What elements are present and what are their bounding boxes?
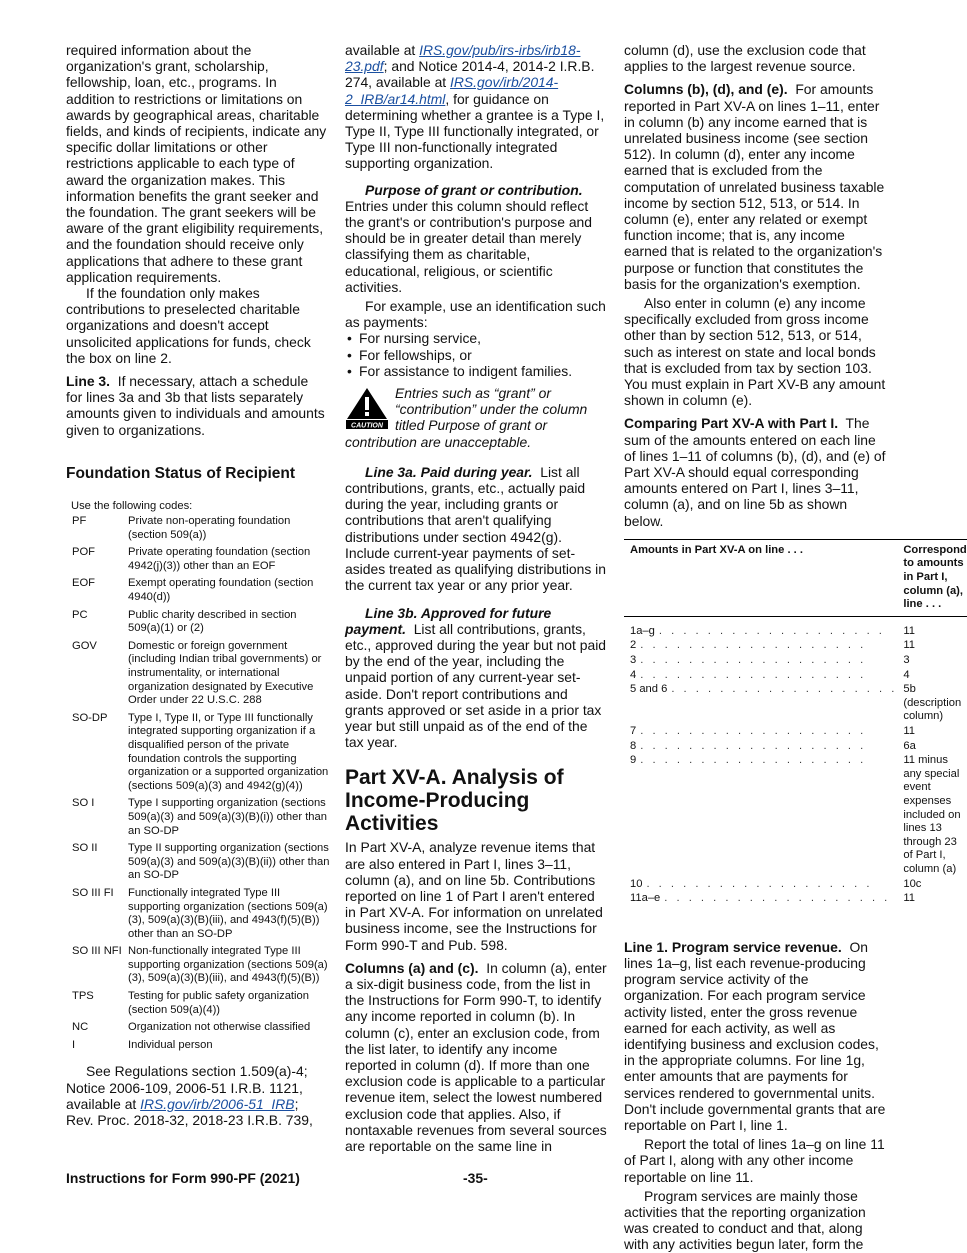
xv-a-line: 5 and 6 [630,683,668,696]
xv-a-line-cell [624,725,897,740]
table-row [69,546,331,577]
line-3b-heading: Line 3b. Approved for future payment. [345,604,552,637]
report-total-paragraph: Report the total of lines 1a–g on line 11 of Part I, along with any other income reportable on line 11. [624,1136,885,1185]
part-i-line: 10c [903,877,922,890]
line-3b-body: List all contributions, grants, etc., approved during the year but not paid by the end of the year, including the unpaid portion of any current-year set-aside. Don't report contributions and grants approved or set aside in a prior tax year but still unpaid as of the end of the tax year. [345,620,607,751]
status-description: Type II supporting organization (sections 509(a)(3) and 509(a)(3)(B)(ii)) other than an SO-DP [128,842,330,882]
comparing-paragraph [624,415,886,528]
part-i-line: 11 minus any special event expenses included on lines 13 through 23 of Part I, column (a) [903,754,961,875]
codes-intro: Use the following codes: [71,500,193,513]
table-row [624,654,967,669]
status-code: SO I [72,797,95,810]
status-description: Type I supporting organization (sections 509(a)(3) and 509(a)(3)(B)(i)) other than an SO-DP [128,797,327,837]
status-code: SO III FI [72,886,114,899]
list-item: • For nursing service, [345,330,607,346]
xv-a-line: 1a–g [630,624,655,637]
xv-a-line-cell [624,740,897,755]
line-1-paragraph [624,939,886,1133]
exclusion-code-paragraph: column (d), use the exclusion code that applies to the largest revenue source. [624,42,866,75]
status-code: I [72,1038,76,1051]
table-row [69,1021,331,1039]
status-code: SO II [72,842,98,855]
leader-dots: . . . . . . . . . . . . . . . . . . . [664,892,891,905]
table-row [624,625,967,640]
columns-bde-heading: Columns (b), (d), and (e). [624,81,788,98]
see-regs-tail: ; Rev. Proc. 2018-32, 2018-23 I.R.B. 739, [66,1095,313,1129]
column-2 [345,42,607,1154]
line-3-paragraph [66,373,328,438]
table-row [69,609,331,640]
purpose-heading: Purpose of grant or contribution. [365,181,583,198]
table-row [69,515,331,546]
table-row [624,683,967,725]
status-description: Domestic or foreign government (including Indian tribal governments) or instrumentality, or international organization designated by Executive Order under 22 U.S.C. 288 [128,639,322,707]
leader-dots: . . . . . . . . . . . . . . . . . . . [640,754,867,767]
xv-a-line-cell [624,639,897,654]
purpose-paragraph [345,182,607,295]
status-description: Exempt operating foundation (section 4940(d)) [128,577,314,604]
line-1-body: On lines 1a–g, list each revenue-producing program service activity of the organization. For each program service activity listed, enter the gross revenue earned for each activity, as well as identifying business and exclusion codes, in the appropriate columns. For line 1g, enter amounts that are payments for services rendered to governmental units. Don't include governmental grants that are reportable on Part I, line 1. [624,938,886,1133]
leader-dots: . . . . . . . . . . . . . . . . . . . [640,668,867,681]
columns-bde-body: For amounts reported in Part XV-A on lines 1–11, enter in column (b) any income earned that is unrelated business income (see section 512). In column (d), enter any income earned that is excluded from the computation of unrelated business taxable income by section 512, 513, or 514. In column (e), enter any related or exempt function income; that is, any income earned that is related to the organization's purpose or function that constitutes the basis for the organization's exemption. [624,81,885,292]
see-regulations-paragraph [66,1063,328,1128]
table-row [69,990,331,1021]
part-i-line: 3 [903,654,910,667]
part-xv-a-heading: Part XV-A. Analysis of Income-Producing Activities [345,766,564,836]
columns-a-c-body: In column (a), enter a six-digit business code, from the list in the Instructions for Form 990-T, to identify any income reported in column (b). In column (c), enter an exclusion code, from the list later, to identify any income reported in column (d). If more than one exclusion code is applicable to a particular revenue item, select the lowest numbered exclusion code that applies. Also, if nontaxable revenues from several sources are reportable on the same line in [345,959,607,1154]
xv-a-line-cell [624,654,897,669]
corr-header-amounts: Amounts in Part XV-A on line . . . [624,539,897,616]
line-3a-body: List all contributions, grants, etc., actually paid during the year, including grants or contributions that aren't qualifying distributions under section 4942(g). Include current-year payments of set-asides treated as qualifying distributions in the current tax year or any prior year. [345,463,606,594]
xv-a-line: 8 [630,739,637,752]
table-row [69,640,331,712]
also-enter-paragraph: Also enter in column (e) any income specifically excluded from gross income other than by section 512, 513, or 514, such as interest on state and local bonds that is excluded from tax by section 103. You must explain in Part XV-B any amount shown in column (e). [624,295,886,409]
status-description: Functionally integrated Type III supporting organization (sections 509(a)(3), 509(a)(3)(B)(iii), and 4943(f)(5)(B)) other than an SO-DP [128,886,328,940]
table-row [624,754,967,877]
irb-2014-2-link[interactable]: IRS.gov/irb/2014-2_IRB/ar14.html [345,74,559,107]
columns-bde-paragraph [624,81,886,292]
line-3a-paragraph [345,464,607,594]
status-codes-table [69,515,331,1056]
purpose-body: Entries under this column should reflect the grant's or contribution's purpose and should be in greater detail than merely classifying them as charitable, educational, religious, or scientific activities. [345,197,592,295]
program-services-paragraph: Program services are mainly those activities that the reporting organization was created to conduct and that, along with any activities begun later, form the [624,1187,866,1253]
table-row [624,892,967,907]
preselected-paragraph: If the foundation only makes contributions to preselected charitable organizations and doesn't accept unsolicited applications for funds, check the box on line 2. [66,285,311,366]
payment-bullets [345,330,607,379]
status-description: Type I, Type II, or Type III functionally integrated supporting organization if a disqualified person of the private foundation controls the supporting organization or a supported organization (sections 509(a)(3) and 4942(g)(4)) [128,711,329,792]
leader-dots: . . . . . . . . . . . . . . . . . . . [640,725,867,738]
status-code: EOF [72,577,95,590]
part-i-line: 5b (description column) [903,683,962,723]
column-3 [624,42,967,1253]
comparing-heading: Comparing Part XV-A with Part I. [624,415,839,432]
part-i-line: 11 [903,892,915,905]
xv-a-line: 2 [630,639,637,652]
xv-a-line: 9 [630,754,637,767]
status-description: Private non-operating foundation (section 509(a)) [128,515,291,541]
irb-2006-51-link[interactable]: IRS.gov/irb/2006-51_IRB [140,1095,295,1112]
xv-a-line: 10 [630,877,643,890]
status-code: POF [72,546,95,559]
part-i-line: 11 [903,624,915,637]
column-1 [66,42,328,1128]
grant-info-paragraph: required information about the organization's grant, scholarship, fellowship, loan, etc., programs. In addition to restrictions or limitations on awards by geographical areas, charitable fields, and kinds of recipients, indicate any specific dollar limitations or other restrictions applicable to each type of award the organization makes. This information benefits the grant seeker and the foundation. The grant seekers will be aware of the grant eligibility requirements, and the foundation should receive only applications that adhere to these grant application requirements. [66,42,327,285]
part-xv-a-intro: In Part XV-A, analyze revenue items that are also entered in Part I, lines 3–11, column (a), and on line 5b. Contributions reported on line 1 of Part I aren't entered in Part XV-A. For information on unrelated business income, see the Instructions for Form 990-T and Pub. 598. [345,839,603,953]
table-row [624,878,967,893]
table-row [69,887,331,945]
part-i-line: 11 [903,639,915,652]
status-code: PF [72,515,87,528]
part-i-line: 11 [903,725,915,738]
table-row [69,797,331,842]
columns-a-c-paragraph [345,960,607,1154]
line-3-body: If necessary, attach a schedule for lines 3a and 3b that lists separately amounts given to individuals and amounts given to organizations. [66,373,325,438]
table-row [69,577,331,608]
caution-note [345,385,607,450]
table-row [624,669,967,684]
status-code: SO-DP [72,711,108,724]
status-description: Private operating foundation (section 4942(j)(3)) other than an EOF [128,546,311,572]
xv-a-line: 11a–e [630,892,661,905]
guidance-post: , for guidance on determining whether a grantee is a Type I, Type II, Type III functionally integrated, or Type III non-functionally integrated supporting organization. [345,90,605,172]
list-item: • For fellowships, or [345,347,607,363]
guidance-pre: available at [345,42,416,58]
xv-a-line-cell [624,683,897,725]
leader-dots: . . . . . . . . . . . . . . . . . . . [646,877,873,890]
status-code: PC [72,608,88,621]
table-row [69,712,331,798]
caution-label: CAUTION [351,422,383,430]
xv-a-line-cell [624,892,897,907]
status-code: NC [72,1021,89,1034]
leader-dots: . . . . . . . . . . . . . . . . . . . [658,624,885,637]
status-code: GOV [72,639,97,652]
columns-a-c-heading: Columns (a) and (c). [345,959,479,976]
xv-a-line-cell [624,754,897,877]
page-number: -35- [463,1170,488,1186]
list-item: • For assistance to indigent families. [345,363,607,379]
table-row [624,639,967,654]
caution-text: Entries such as “grant” or “contribution” under the column titled Purpose of grant or contribution are unacceptable. [345,385,588,450]
leader-dots: . . . . . . . . . . . . . . . . . . . [640,654,867,667]
table-row [69,842,331,887]
leader-dots: . . . . . . . . . . . . . . . . . . . [671,683,898,696]
footer-form-title: Instructions for Form 990-PF (2021) [66,1170,300,1186]
table-row [69,945,331,990]
status-description: Public charity described in section 509(a)(1) or (2) [128,608,297,635]
see-regs-text: See Regulations section 1.509(a)-4; Notice 2006-109, 2006-51 I.R.B. 1121, available at [66,1063,308,1112]
table-row [624,740,967,755]
status-description: Individual person [128,1038,213,1051]
xv-a-line-cell [624,625,897,640]
xv-a-line: 3 [630,654,637,667]
guidance-paragraph [345,42,607,172]
line-3a-heading: Line 3a. Paid during year. [365,463,533,480]
status-description: Testing for public safety organization (section 509(a)(4)) [128,990,309,1016]
table-row [69,1039,331,1057]
irb18-23-link[interactable]: IRS.gov/pub/irs-irbs/irb18-23.pdf [345,42,581,75]
caution-icon [345,387,389,429]
foundation-status-heading: Foundation Status of Recipient [66,464,296,482]
part-i-line: 6a [903,739,916,752]
table-row [624,725,967,740]
comparing-body: The sum of the amounts entered on each line of lines 1–11 of columns (b), (d), and (e) of Part XV-A should equal corresponding amounts entered on Part I, lines 3–11, column (a), and on line 5b as shown below. [624,415,886,529]
xv-a-line-cell [624,878,897,893]
xv-a-line: 4 [630,668,637,681]
example-paragraph: For example, use an identification such as payments: [345,298,606,331]
correspondence-table [624,539,967,907]
status-code: TPS [72,990,94,1003]
line-3b-paragraph [345,605,607,751]
xv-a-line: 7 [630,725,637,738]
corr-header-correspond: Correspond to amounts in Part I, column (a), line . . . [897,539,966,616]
leader-dots: . . . . . . . . . . . . . . . . . . . [640,639,867,652]
status-code: SO III NFI [72,945,122,958]
leader-dots: . . . . . . . . . . . . . . . . . . . [640,739,867,752]
guidance-mid: ; and Notice 2014-4, 2014-2 I.R.B. 274, available at [345,58,595,91]
status-description: Non-functionally integrated Type III supporting organization (sections 509(a)(3), 509(a)(3)(B)(iii), and 4943(f)(5)(B)) [128,945,328,985]
line-3-heading: Line 3. [66,373,110,390]
part-i-line: 4 [903,668,910,681]
status-description: Organization not otherwise classified [128,1021,311,1034]
line-1-heading: Line 1. Program service revenue. [624,938,842,955]
xv-a-line-cell [624,669,897,684]
